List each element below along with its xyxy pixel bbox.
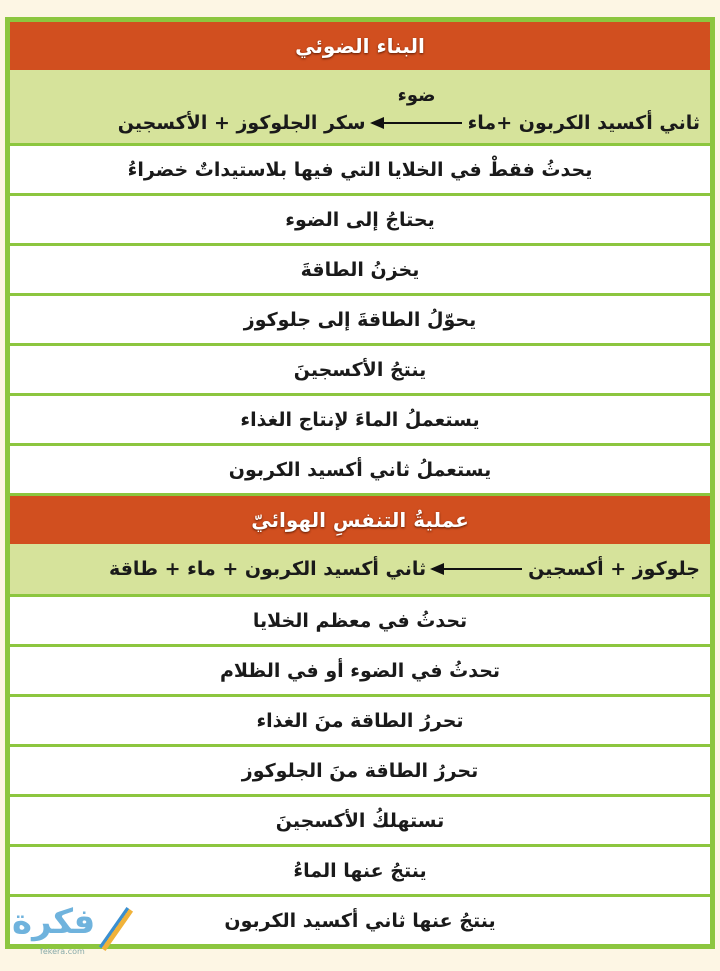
watermark-sub: fekera.com [40,947,85,956]
table-row: تحدثُ في معظم الخلايا [10,597,710,644]
pencil-icon [99,907,133,951]
table-row: تحدثُ في الضوء أو في الظلام [10,647,710,694]
photosynthesis-header: البناء الضوئي [10,22,710,70]
reactants: ثاني أكسيد الكربون +ماء [467,112,700,134]
respiration-header: عمليةُ التنفسِ الهوائيّ [10,496,710,544]
table-row: تحررُ الطاقة منَ الغذاء [10,697,710,744]
photosynthesis-equation [10,70,710,143]
table-row: يحدثُ فقطْ في الخلايا التي فيها بلاستيداتٌ خضراءُ [10,146,710,193]
table-row: يستعملُ ثاني أكسيد الكربون [10,446,710,493]
table-row: ينتجُ عنها ثاني أكسيد الكربون [10,897,710,944]
watermark-logo [8,903,148,959]
comparison-table [5,17,715,949]
table-row: ينتجُ الأكسجينَ [10,346,710,393]
table-row: تستهلكُ الأكسجينَ [10,797,710,844]
arrow-left-icon [432,557,522,581]
reactants: جلوكوز + أكسجين [528,558,700,580]
table-row: يحتاجُ إلى الضوء [10,196,710,243]
watermark-text: فكرة [12,902,96,942]
table-row: تحررُ الطاقة منَ الجلوكوز [10,747,710,794]
table-row: ينتجُ عنها الماءُ [10,847,710,894]
table-row: يخزنُ الطاقةَ [10,246,710,293]
products: سكر الجلوكوز + الأكسجين [117,112,366,134]
table-row: يستعملُ الماءَ لإنتاج الغذاء [10,396,710,443]
products: ثاني أكسيد الكربون + ماء + طاقة [108,558,427,580]
condition-label: ضوء [397,85,436,106]
respiration-equation [10,544,710,594]
table-row: يحوّلُ الطاقةَ إلى جلوكوز [10,296,710,343]
arrow-left-icon [372,85,462,135]
